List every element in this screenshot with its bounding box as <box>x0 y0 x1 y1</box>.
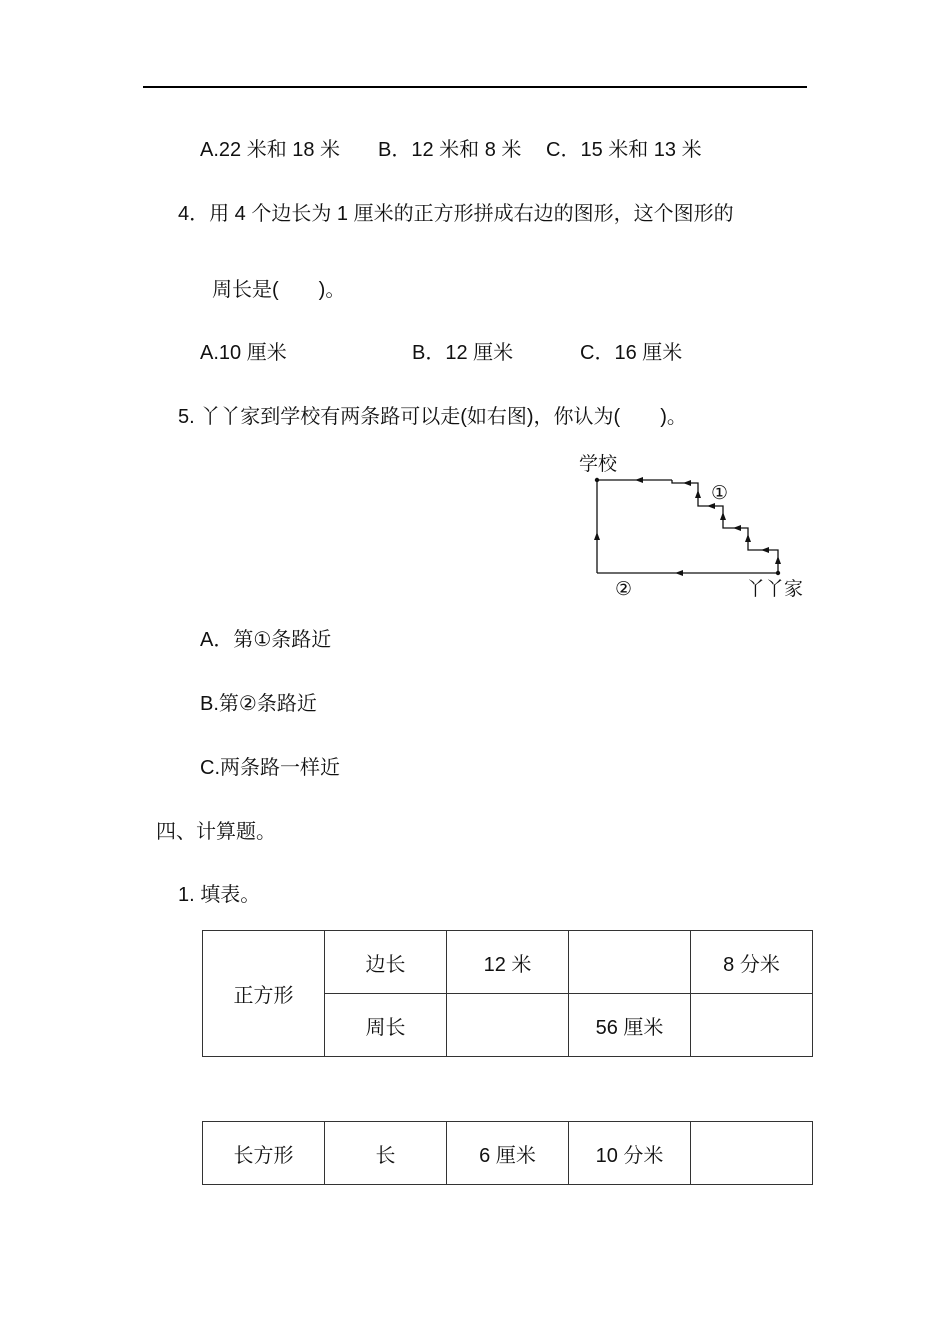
route2-arrow-left <box>675 570 683 576</box>
section4-title: 四、计算题。 <box>156 821 276 843</box>
route1-arrow-up-4 <box>695 490 701 498</box>
perimeter-value-cell-3[interactable] <box>691 994 813 1057</box>
table-row <box>203 1122 813 1185</box>
rect-shape-cell: 长方形 <box>203 1122 325 1185</box>
side-value-cell-3[interactable]: 8 分米 <box>691 931 813 994</box>
q5-stem: 5. 丫丫家到学校有两条路可以走(如右图)，你认为( )。 <box>178 406 687 428</box>
length-label-cell: 长 <box>325 1122 447 1185</box>
q5-option-a: A．第①条路近 <box>200 629 332 651</box>
section4-q1-title: 1. 填表。 <box>178 884 261 906</box>
route1-arrow-up-3 <box>720 512 726 520</box>
side-label-cell: 边长 <box>325 931 447 994</box>
length-value-cell-1[interactable]: 6 厘米 <box>447 1122 569 1185</box>
home-label: 丫丫家 <box>746 578 804 600</box>
route1-arrow-left-2 <box>733 525 741 531</box>
header-rule <box>143 86 807 88</box>
school-label: 学校 <box>579 453 618 475</box>
q4-stem-line1: 4．用 4 个边长为 1 厘米的正方形拼成右边的图形，这个图形的 <box>178 203 734 225</box>
school-point <box>595 478 599 482</box>
q3-option-b: B．12 米和 8 米 <box>378 139 522 161</box>
length-value-cell-3[interactable] <box>691 1122 813 1185</box>
top-arrow-left <box>635 477 643 483</box>
route1-arrow-left-4 <box>683 480 691 486</box>
rectangle-table <box>202 1121 813 1185</box>
square-shape-cell: 正方形 <box>203 931 325 1057</box>
side-value-cell-1[interactable]: 12 米 <box>447 931 569 994</box>
route1-label: ① <box>711 482 729 504</box>
q4-stem-line2: 周长是( )。 <box>212 279 346 301</box>
length-value-cell-2[interactable]: 10 分米 <box>569 1122 691 1185</box>
perimeter-value-cell-1[interactable] <box>447 994 569 1057</box>
route1-arrow-left-1 <box>761 547 769 553</box>
q4-option-a: A.10 厘米 <box>200 342 287 364</box>
q3-option-c: C．15 米和 13 米 <box>546 139 702 161</box>
route-diagram <box>575 450 815 605</box>
route1-arrow-up-1 <box>775 556 781 564</box>
route2-label: ② <box>615 578 633 600</box>
home-point <box>776 571 780 575</box>
q5-option-b: B.第②条路近 <box>200 693 317 715</box>
q3-option-a: A.22 米和 18 米 <box>200 139 341 161</box>
q4-option-b: B．12 厘米 <box>412 342 514 364</box>
perimeter-value-cell-2[interactable]: 56 厘米 <box>569 994 691 1057</box>
square-table <box>202 930 813 1057</box>
q4-option-c: C．16 厘米 <box>580 342 683 364</box>
side-value-cell-2[interactable] <box>569 931 691 994</box>
table-row <box>203 931 813 994</box>
perimeter-label-cell: 周长 <box>325 994 447 1057</box>
q5-option-c: C.两条路一样近 <box>200 757 340 779</box>
route1-arrow-up-2 <box>745 534 751 542</box>
route2-arrow-up <box>594 532 600 540</box>
